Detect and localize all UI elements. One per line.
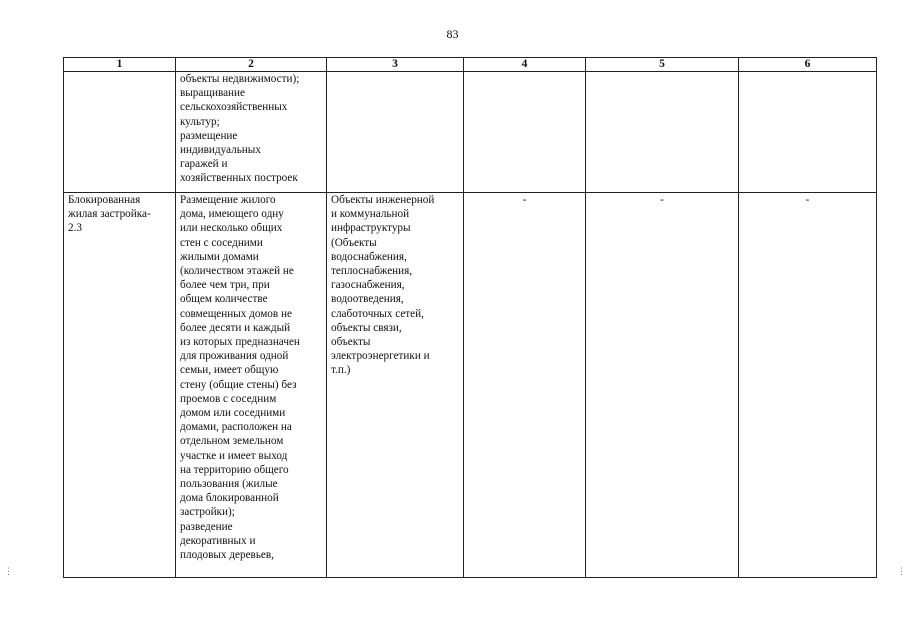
table-row — [64, 72, 877, 193]
table-cell — [464, 72, 586, 193]
table-cell: объекты недвижимости); выращивание сельскохозяйственных культур; размещение индивидуальных гаражей и хозяйственных построек — [176, 72, 327, 193]
column-header-2: 2 — [176, 58, 327, 72]
column-header-4: 4 — [464, 58, 586, 72]
regulation-table — [63, 57, 877, 578]
column-header-5: 5 — [586, 58, 739, 72]
scan-edge-mark-left: ⋮ — [4, 566, 13, 576]
column-header-1: 1 — [64, 58, 176, 72]
page-number: 83 — [446, 27, 459, 41]
table-row — [64, 193, 877, 578]
table-cell — [739, 72, 877, 193]
table-cell — [64, 72, 176, 193]
scan-edge-mark-right: ⋮ — [897, 566, 906, 576]
column-header-3: 3 — [327, 58, 464, 72]
table-cell — [586, 72, 739, 193]
table-cell: Блокированная жилая застройка- 2.3 — [64, 193, 176, 578]
table-cell: - — [586, 193, 739, 578]
column-header-6: 6 — [739, 58, 877, 72]
table-cell: Объекты инженерной и коммунальной инфраструктуры (Объекты водоснабжения, теплоснабжения, газоснабжения, водоотведения, слаботочных сетей, объекты связи, объекты электроэнергетики и т.п.) — [327, 193, 464, 578]
table-cell: - — [464, 193, 586, 578]
table-cell: - — [739, 193, 877, 578]
table-cell — [327, 72, 464, 193]
table-header-row — [64, 58, 877, 72]
table-cell: Размещение жилого дома, имеющего одну или несколько общих стен с соседними жилыми домами (количеством этажей не более чем три, при общем количестве совмещенных домов не более десяти и каждый из которых предназначен для проживания одной семьи, имеет общую стену (общие стены) без проемов с соседним домом или соседними домами, расположен на отдельном земельном участке и имеет выход на территорию общего пользования (жилые дома блокированной застройки); разведение декоративных и плодовых деревьев, — [176, 193, 327, 578]
